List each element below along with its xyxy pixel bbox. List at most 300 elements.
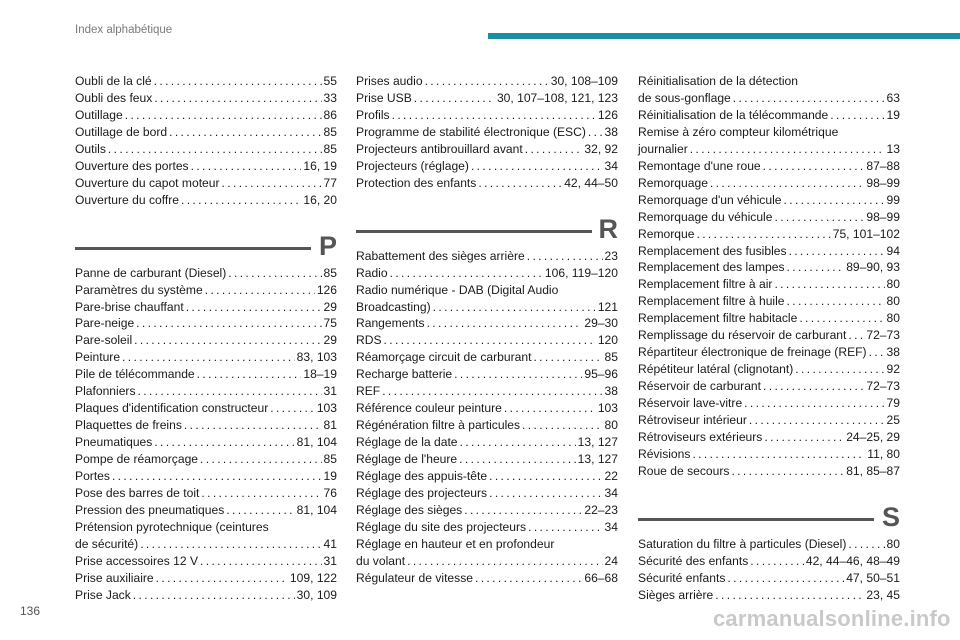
entry-term: Outillage (75, 107, 123, 122)
dot-leader (731, 463, 844, 480)
index-entry (356, 107, 618, 124)
dot-leader (471, 158, 603, 175)
index-entry (75, 73, 337, 90)
index-entry (356, 434, 618, 451)
dot-leader (750, 553, 804, 570)
entry-pages: 16, 19 (303, 158, 337, 173)
entry-term: Plaques d'identification constructeur (75, 401, 269, 416)
entry-pages: 30, 109 (296, 587, 337, 602)
entry-pages: 106, 119–120 (544, 265, 618, 280)
entry-term: Prise accessoires 12 V (75, 553, 199, 568)
entry-term: Répartiteur électronique de freinage (REF) (638, 345, 867, 360)
dot-leader (133, 587, 295, 604)
section-rule (356, 230, 592, 233)
index-entry (356, 248, 618, 265)
dot-leader (789, 243, 885, 260)
entry-pages: 19 (886, 107, 900, 122)
dot-leader (533, 349, 602, 366)
entry-pages: 94 (886, 243, 900, 258)
entry-term: Profils (356, 107, 390, 122)
entry-pages: 30, 107–108, 121, 123 (496, 90, 618, 105)
entry-pages: 41 (323, 536, 337, 551)
index-entry (356, 468, 618, 485)
entry-pages: 121 (597, 299, 618, 314)
dot-leader (108, 141, 322, 158)
entry-pages: 38 (886, 345, 900, 360)
index-entry (356, 417, 618, 434)
entry-term: Panne de carburant (Diesel) (75, 265, 227, 280)
entry-pages: 80 (886, 536, 900, 551)
entry-term: Ouverture du capot moteur (75, 175, 220, 190)
entry-term: Programme de stabilité électronique (ESC) (356, 124, 586, 139)
entry-term: Remorquage (638, 175, 708, 190)
entry-term: Réglage des sièges (356, 502, 463, 517)
entry-pages: 76 (323, 486, 337, 501)
dot-leader (205, 282, 315, 299)
entry-pages: 22 (604, 469, 618, 484)
entry-pages: 13, 127 (577, 435, 618, 450)
entry-pages: 81 (323, 418, 337, 433)
entry-term: Outils (75, 141, 106, 156)
index-entry (75, 332, 337, 349)
dot-leader (478, 175, 562, 192)
entry-pages: 98–99 (866, 209, 900, 224)
entry-term: Recharge batterie (356, 367, 453, 382)
entry-pages: 81, 85–87 (846, 463, 900, 478)
section-header-s (638, 502, 900, 532)
entry-pages: 85 (323, 265, 337, 280)
dot-leader (690, 141, 885, 158)
dot-leader (384, 332, 596, 349)
entry-term: Réinitialisation de la télécommande (638, 107, 829, 122)
index-entry (638, 361, 900, 378)
index-entry (356, 90, 618, 107)
index-entry (638, 378, 900, 395)
entry-pages: 33 (323, 90, 337, 105)
entry-pages: 47, 50–51 (846, 570, 900, 585)
index-entry (638, 395, 900, 412)
entry-term: Plafonniers (75, 384, 136, 399)
index-entry (75, 468, 337, 485)
index-entry (638, 192, 900, 209)
index-entry (75, 502, 337, 519)
index-column-2 (356, 73, 618, 587)
dot-leader (427, 315, 583, 332)
entry-term: Oubli des feux (75, 90, 153, 105)
entry-pages: 32, 92 (584, 141, 618, 156)
index-entry (638, 276, 900, 293)
entry-term: Sécurité enfants (638, 570, 726, 585)
index-entry-continued: Réglage en hauteur et en profondeur (356, 536, 555, 551)
dot-leader (459, 451, 575, 468)
entry-term: Plaquettes de freins (75, 418, 182, 433)
index-entry (356, 383, 618, 400)
index-entry (356, 158, 618, 175)
index-entry (638, 429, 900, 446)
index-entry (638, 327, 900, 344)
entry-term: Peinture (75, 350, 121, 365)
entry-pages: 34 (604, 519, 618, 534)
entry-term: Révisions (638, 446, 691, 461)
entry-pages: 11, 80 (867, 446, 900, 461)
dot-leader (869, 344, 885, 361)
dot-leader (696, 226, 830, 243)
entry-term: Sièges arrière (638, 587, 714, 602)
index-entry (356, 570, 618, 587)
dot-leader (528, 519, 602, 536)
entry-term: Pile de télécommande (75, 367, 195, 382)
entry-term: Remplacement des lampes (638, 260, 785, 275)
entry-pages: 95–96 (584, 367, 618, 382)
entry-pages: 19 (323, 469, 337, 484)
index-entry (75, 451, 337, 468)
index-entry (75, 158, 337, 175)
dot-leader (460, 434, 576, 451)
index-entry (75, 315, 337, 332)
index-entry (75, 400, 337, 417)
index-entry (75, 192, 337, 209)
index-entry (638, 259, 900, 276)
section-header-p (75, 231, 337, 261)
section-letter: S (881, 501, 900, 532)
index-entry (356, 332, 618, 349)
index-entry (638, 536, 900, 553)
dot-leader (181, 192, 301, 209)
dot-leader (522, 417, 603, 434)
entry-pages: 83, 103 (296, 350, 337, 365)
entry-pages: 31 (323, 553, 337, 568)
index-entry (75, 366, 337, 383)
entry-pages: 81, 104 (296, 502, 337, 517)
dot-leader (191, 158, 302, 175)
index-entry (638, 141, 900, 158)
entry-term: Remplacement filtre à air (638, 277, 773, 292)
dot-leader (136, 315, 321, 332)
index-entry (75, 417, 337, 434)
index-entry (75, 299, 337, 316)
index-entry (638, 553, 900, 570)
dot-leader (454, 366, 582, 383)
entry-pages: 63 (886, 90, 900, 105)
dot-leader (799, 310, 884, 327)
dot-leader (184, 417, 322, 434)
dot-leader (763, 158, 865, 175)
entry-pages: 126 (316, 282, 337, 297)
index-entry (356, 349, 618, 366)
dot-leader (169, 124, 321, 141)
entry-term: Oubli de la clé (75, 74, 152, 88)
entry-term: Pare-soleil (75, 333, 133, 348)
dot-leader (764, 429, 844, 446)
entry-term: Outillage de bord (75, 124, 168, 139)
entry-pages: 80 (886, 311, 900, 326)
dot-leader (588, 124, 603, 141)
dot-leader (156, 570, 288, 587)
dot-leader (848, 327, 864, 344)
index-entry (356, 315, 618, 332)
entry-term: Paramètres du système (75, 282, 203, 297)
entry-pages: 29–30 (584, 316, 618, 331)
entry-term: Remplacement filtre à huile (638, 294, 785, 309)
index-entry (356, 299, 618, 316)
entry-pages: 38 (604, 124, 618, 139)
index-entry-continued: Réinitialisation de la détection (638, 74, 799, 88)
index-entry (356, 485, 618, 502)
entry-pages: 66–68 (584, 570, 618, 585)
running-header-title: Index alphabétique (75, 24, 173, 36)
index-entry (638, 446, 900, 463)
index-entry (75, 90, 337, 107)
index-entry (638, 344, 900, 361)
entry-pages: 87–88 (866, 158, 900, 173)
entry-pages: 126 (597, 107, 618, 122)
entry-pages: 109, 122 (289, 570, 337, 585)
index-entry (75, 587, 337, 604)
index-entry (75, 536, 337, 553)
entry-pages: 24 (604, 553, 618, 568)
dot-leader (186, 299, 322, 316)
dot-leader (226, 502, 294, 519)
index-column-1 (75, 73, 337, 604)
entry-term: Pneumatiques (75, 435, 153, 450)
dot-leader (382, 383, 602, 400)
entry-pages: 92 (886, 362, 900, 377)
index-entry-continued: Radio numérique - DAB (Digital Audio (356, 282, 559, 297)
index-entry (638, 107, 900, 124)
entry-pages: 13 (886, 141, 900, 156)
entry-pages: 16, 20 (303, 192, 337, 207)
entry-term: Roue de secours (638, 463, 730, 478)
dot-leader (222, 175, 322, 192)
index-entry-continued: Prétension pyrotechnique (ceintures (75, 519, 269, 534)
dot-leader (830, 107, 884, 124)
dot-leader (390, 265, 543, 282)
entry-pages: 38 (604, 384, 618, 399)
index-entry (638, 209, 900, 226)
dot-leader (525, 141, 583, 158)
dot-leader (197, 366, 302, 383)
entry-pages: 72–73 (866, 328, 900, 343)
dot-leader (787, 259, 845, 276)
index-entry (75, 265, 337, 282)
dot-leader (795, 361, 884, 378)
dot-leader (774, 209, 864, 226)
dot-leader (154, 90, 321, 107)
dot-leader (715, 587, 864, 604)
entry-pages: 80 (604, 418, 618, 433)
entry-pages: 103 (316, 401, 337, 416)
dot-leader (392, 107, 596, 124)
entry-pages: 23, 45 (866, 587, 900, 602)
dot-leader (464, 502, 582, 519)
entry-pages: 29 (323, 299, 337, 314)
dot-leader (228, 265, 321, 282)
entry-pages: 22–23 (584, 502, 618, 517)
index-entry (75, 434, 337, 451)
dot-leader (763, 378, 864, 395)
header-accent-bar (488, 33, 960, 39)
entry-pages: 55 (323, 74, 337, 88)
index-entry (356, 73, 618, 90)
index-entry (356, 265, 618, 282)
entry-pages: 30, 108–109 (550, 74, 618, 88)
dot-leader (200, 553, 322, 570)
section-letter: R (598, 213, 618, 244)
index-entry (638, 243, 900, 260)
entry-term: Réamorçage circuit de carburant (356, 350, 532, 365)
dot-leader (710, 175, 864, 192)
entry-term: Réglage du site des projecteurs (356, 519, 527, 534)
dot-leader (527, 248, 603, 265)
index-entry (75, 485, 337, 502)
entry-term: Remontage d'une roue (638, 158, 761, 173)
index-entry (356, 141, 618, 158)
entry-term: Ouverture du coffre (75, 192, 179, 207)
index-entry (638, 587, 900, 604)
watermark: carmanualsonline.info (713, 606, 951, 631)
index-entry (75, 282, 337, 299)
dot-leader (744, 395, 884, 412)
entry-pages: 75, 101–102 (832, 226, 900, 241)
index-entry-continued: Remise à zéro compteur kilométrique (638, 124, 839, 139)
entry-term: Pompe de réamorçage (75, 452, 199, 467)
entry-term: Portes (75, 469, 110, 484)
index-entry (75, 124, 337, 141)
entry-term: Répétiteur latéral (clignotant) (638, 362, 794, 377)
entry-term: Remplissage du réservoir de carburant (638, 328, 847, 343)
entry-term: Projecteurs (réglage) (356, 158, 469, 173)
entry-pages: 81, 104 (296, 435, 337, 450)
entry-term: du volant (356, 553, 406, 568)
entry-term: RDS (356, 333, 382, 348)
dot-leader (425, 73, 549, 90)
entry-term: Prise Jack (75, 587, 131, 602)
entry-term: de sous-gonflage (638, 90, 731, 105)
entry-term: Sécurité des enfants (638, 553, 749, 568)
index-entry (638, 412, 900, 429)
dot-leader (138, 383, 322, 400)
dot-leader (433, 299, 596, 316)
entry-term: Broadcasting) (356, 299, 431, 314)
index-entry (638, 158, 900, 175)
section-rule (75, 247, 311, 250)
index-entry (356, 519, 618, 536)
entry-pages: 99 (886, 192, 900, 207)
entry-term: Pare-brise chauffant (75, 299, 184, 314)
index-entry (638, 175, 900, 192)
entry-term: Pare-neige (75, 316, 135, 331)
entry-term: Prise USB (356, 90, 412, 105)
entry-term: Réservoir de carburant (638, 379, 762, 394)
index-entry (75, 553, 337, 570)
dot-leader (112, 468, 322, 485)
entry-pages: 18–19 (303, 367, 337, 382)
index-entry (75, 349, 337, 366)
entry-pages: 42, 44–46, 48–49 (805, 553, 900, 568)
index-entry (356, 451, 618, 468)
dot-leader (134, 332, 321, 349)
entry-term: Pression des pneumatiques (75, 502, 225, 517)
index-entry (356, 553, 618, 570)
entry-term: Régénération filtre à particules (356, 418, 521, 433)
entry-term: Réglage des appuis-tête (356, 469, 488, 484)
dot-leader (787, 293, 885, 310)
dot-leader (122, 349, 295, 366)
dot-leader (200, 451, 322, 468)
dot-leader (489, 485, 602, 502)
entry-term: Radio (356, 265, 388, 280)
index-column-3 (638, 73, 900, 604)
section-header-r (356, 214, 618, 244)
dot-leader (733, 90, 885, 107)
entry-term: Réglage de l'heure (356, 452, 458, 467)
entry-pages: 85 (323, 124, 337, 139)
entry-pages: 13, 127 (577, 452, 618, 467)
entry-pages: 120 (597, 333, 618, 348)
entry-pages: 85 (604, 350, 618, 365)
entry-term: Remplacement des fusibles (638, 243, 787, 258)
entry-term: Ouverture des portes (75, 158, 189, 173)
entry-term: Réglage de la date (356, 435, 458, 450)
index-entry (638, 310, 900, 327)
entry-pages: 72–73 (866, 379, 900, 394)
entry-pages: 24–25, 29 (846, 430, 900, 445)
section-letter: P (318, 230, 337, 261)
entry-pages: 80 (886, 277, 900, 292)
entry-term: Remorquage d'un véhicule (638, 192, 782, 207)
entry-term: Régulateur de vitesse (356, 570, 473, 585)
dot-leader (140, 536, 321, 553)
entry-pages: 23 (604, 248, 618, 263)
entry-term: Référence couleur peinture (356, 401, 502, 416)
dot-leader (475, 570, 582, 587)
entry-term: Réglage des projecteurs (356, 486, 488, 501)
entry-term: Remorquage du véhicule (638, 209, 773, 224)
entry-term: Remorque (638, 226, 695, 241)
section-rule (638, 518, 874, 521)
entry-pages: 85 (323, 452, 337, 467)
entry-term: de sécurité) (75, 536, 139, 551)
entry-pages: 86 (323, 107, 337, 122)
dot-leader (414, 90, 495, 107)
dot-leader (774, 276, 884, 293)
entry-pages: 75 (323, 316, 337, 331)
entry-term: Rétroviseurs extérieurs (638, 430, 763, 445)
entry-term: Rabattement des sièges arrière (356, 248, 525, 263)
dot-leader (784, 192, 885, 209)
index-entry (356, 175, 618, 192)
entry-pages: 34 (604, 158, 618, 173)
index-entry (638, 293, 900, 310)
index-entry (75, 141, 337, 158)
entry-pages: 79 (886, 396, 900, 411)
index-entry (75, 570, 337, 587)
dot-leader (201, 485, 321, 502)
entry-term: Rangements (356, 316, 425, 331)
entry-pages: 42, 44–50 (564, 175, 618, 190)
dot-leader (749, 412, 885, 429)
entry-term: Prises audio (356, 74, 423, 88)
entry-term: Prise auxiliaire (75, 570, 154, 585)
dot-leader (848, 536, 884, 553)
dot-leader (727, 570, 844, 587)
entry-term: Saturation du filtre à particules (Diesel) (638, 536, 847, 551)
index-entry (638, 463, 900, 480)
entry-pages: 31 (323, 384, 337, 399)
entry-term: Remplacement filtre habitacle (638, 311, 798, 326)
dot-leader (270, 400, 315, 417)
index-entry (356, 400, 618, 417)
